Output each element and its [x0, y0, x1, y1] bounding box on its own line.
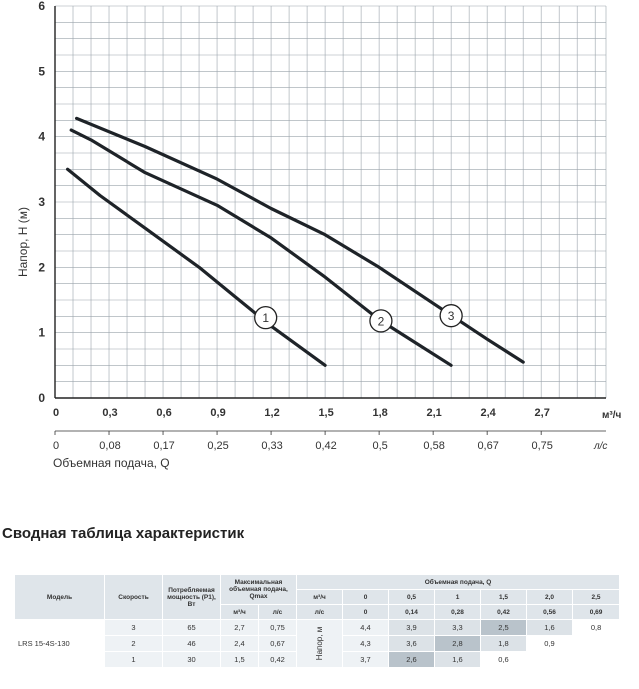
series-line-2	[71, 130, 451, 365]
head-cell: 1,6	[527, 620, 573, 636]
x2-tick-label: 0,42	[315, 440, 337, 452]
y-tick-label: 4	[38, 129, 45, 144]
flow-m3h-0: 0	[343, 590, 389, 605]
header-power: Потребляемая мощность (P1), Вт	[163, 575, 221, 620]
flow-unit-m3h: м³/ч	[297, 590, 343, 605]
flow-m3h-4: 2,0	[527, 590, 573, 605]
head-cell: 2,6	[389, 652, 435, 668]
x2-tick-label: 0,33	[261, 440, 283, 452]
head-cell	[573, 652, 620, 668]
flow-m3h-2: 1	[435, 590, 481, 605]
x-tick-label: 2,4	[480, 407, 496, 419]
flow-ls-3: 0,42	[481, 605, 527, 620]
x-tick-label: 1,8	[372, 407, 388, 419]
head-cell	[527, 652, 573, 668]
speed-cell: 3	[105, 620, 163, 636]
head-cell: 3,7	[343, 652, 389, 668]
x-axis-title: Объемная подача, Q	[53, 456, 170, 470]
x-tick-label: 0,6	[156, 407, 172, 419]
x2-tick-label: 0,67	[477, 440, 499, 452]
section-title: Сводная таблица характеристик	[2, 525, 245, 542]
header-flow: Объемная подача, Q	[297, 575, 620, 590]
head-cell: 3,9	[389, 620, 435, 636]
x-tick-label: 1,2	[264, 407, 280, 419]
flow-ls-0: 0	[343, 605, 389, 620]
spec-table	[14, 574, 620, 668]
power-cell: 65	[163, 620, 221, 636]
x2-tick-label: 0,75	[531, 440, 553, 452]
header-qmax: Максимальная объемная подача, Qmax	[221, 575, 297, 605]
head-cell	[573, 636, 620, 652]
x2-tick-label: 0,08	[99, 440, 121, 452]
flow-ls-1: 0,14	[389, 605, 435, 620]
head-cell: 3,6	[389, 636, 435, 652]
head-cell: 0,6	[481, 652, 527, 668]
head-cell: 1,8	[481, 636, 527, 652]
x2-tick-label: 0,25	[207, 440, 229, 452]
series-label-3: 3	[447, 309, 455, 324]
y-tick-label: 6	[38, 0, 45, 13]
x2-tick-label: 0,5	[372, 440, 388, 452]
x-tick-label: 0,9	[210, 407, 226, 419]
flow-ls-2: 0,28	[435, 605, 481, 620]
head-label: Напор, м	[297, 620, 343, 668]
qmax-ls-cell: 0,42	[259, 652, 297, 668]
table-row	[15, 620, 620, 636]
flow-m3h-5: 2,5	[573, 590, 620, 605]
qmax-m3h-cell: 2,7	[221, 620, 259, 636]
head-cell: 0,9	[527, 636, 573, 652]
y-axis-title: Напор, H (м)	[16, 206, 30, 278]
x2-unit-label: л/с	[594, 441, 608, 452]
power-cell: 30	[163, 652, 221, 668]
head-cell: 2,8	[435, 636, 481, 652]
y-tick-label: 1	[38, 325, 45, 340]
head-cell: 2,5	[481, 620, 527, 636]
model-name: LRS 15-4S-130	[15, 620, 105, 668]
flow-ls-4: 0,56	[527, 605, 573, 620]
qmax-m3h-cell: 2,4	[221, 636, 259, 652]
header-speed: Скорость	[105, 575, 163, 620]
qmax-ls-cell: 0,67	[259, 636, 297, 652]
qmax-unit-m3h: м³/ч	[221, 605, 259, 620]
head-cell: 3,3	[435, 620, 481, 636]
series-label-1: 1	[262, 311, 270, 326]
y-tick-label: 2	[38, 260, 45, 275]
x2-tick-label: 0,17	[153, 440, 175, 452]
x-tick-label: 2,7	[534, 407, 550, 419]
qmax-m3h-cell: 1,5	[221, 652, 259, 668]
flow-m3h-1: 0,5	[389, 590, 435, 605]
flow-unit-ls: л/с	[297, 605, 343, 620]
head-cell: 1,6	[435, 652, 481, 668]
y-tick-label: 5	[38, 64, 45, 79]
series-label-2: 2	[377, 314, 385, 329]
x2-tick-label: 0,58	[423, 440, 445, 452]
x-unit-label: м³/ч	[602, 410, 622, 421]
qmax-unit-ls: л/с	[259, 605, 297, 620]
qmax-ls-cell: 0,75	[259, 620, 297, 636]
x-tick-label: 0	[52, 407, 60, 419]
y-tick-label: 3	[38, 195, 45, 209]
header-model: Модель	[15, 575, 105, 620]
y-tick-label: 0	[38, 391, 45, 405]
speed-cell: 2	[105, 636, 163, 652]
flow-ls-5: 0,69	[573, 605, 620, 620]
flow-m3h-3: 1,5	[481, 590, 527, 605]
x-tick-label: 1,5	[318, 407, 334, 419]
head-cell: 4,4	[343, 620, 389, 636]
x-tick-label: 2,1	[426, 407, 442, 419]
x2-tick-label: 0	[52, 440, 60, 452]
x-tick-label: 0,3	[102, 407, 118, 419]
head-cell: 4,3	[343, 636, 389, 652]
power-cell: 46	[163, 636, 221, 652]
head-cell: 0,8	[573, 620, 620, 636]
speed-cell: 1	[105, 652, 163, 668]
